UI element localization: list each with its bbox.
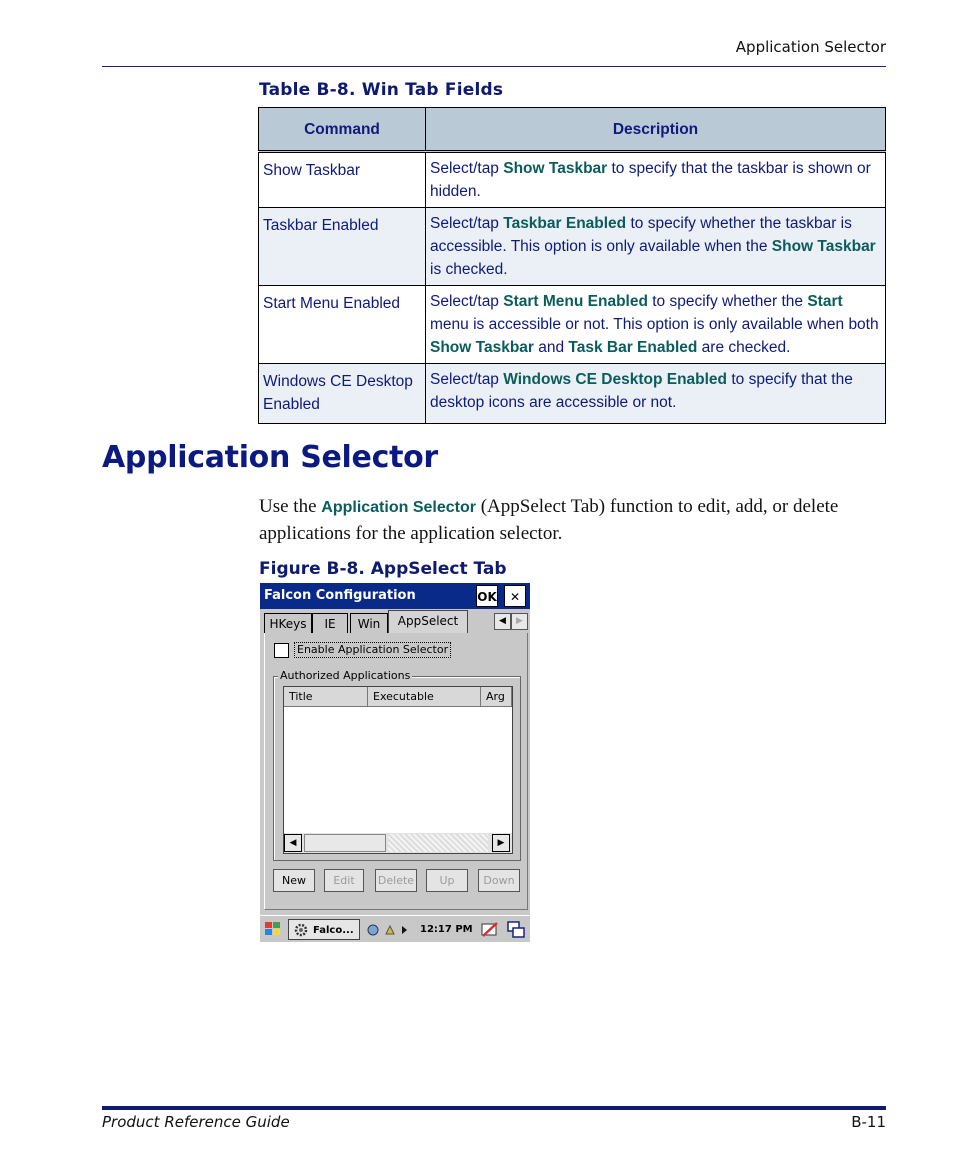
- table-row: [259, 364, 886, 424]
- description-text: Select/tap: [430, 160, 504, 177]
- description-cell: [426, 152, 886, 208]
- close-icon: ✕: [509, 590, 521, 604]
- description-text: and: [533, 339, 569, 356]
- para-text-post: (AppSelect Tab) function to edit, add, or delete applications for the application selector.: [259, 496, 839, 544]
- footer-guide-title: Product Reference Guide: [102, 1113, 290, 1131]
- description-text: are checked.: [697, 339, 791, 356]
- description-text: is checked.: [430, 261, 508, 278]
- keyword-text: Show Taskbar: [430, 339, 534, 356]
- description-cell: [426, 364, 886, 424]
- horizontal-scrollbar[interactable]: [284, 833, 512, 853]
- description-text: menu is accessible or not. This option is only available when both: [430, 316, 879, 333]
- table-caption: Table B-8. Win Tab Fields: [259, 80, 504, 100]
- column-header-command: Command: [259, 108, 426, 152]
- table-row: [259, 208, 886, 286]
- group-label: Authorized Applications: [280, 669, 411, 682]
- scroll-track[interactable]: [388, 834, 488, 852]
- description-text: to specify whether the taskbar is accessible. This option is only available when the: [430, 215, 852, 255]
- input-panel-icon[interactable]: [480, 920, 500, 939]
- windows-start-icon[interactable]: [262, 919, 284, 940]
- new-button[interactable]: New: [273, 869, 315, 892]
- list-column-arg[interactable]: Arg: [481, 687, 512, 707]
- taskbar-app-label: Falco...: [313, 925, 354, 936]
- command-cell: Show Taskbar: [259, 152, 426, 208]
- description-text: to specify that the desktop icons are accessible or not.: [430, 371, 853, 411]
- desktop-windows-icon[interactable]: [506, 920, 526, 939]
- window-titlebar: [260, 583, 530, 609]
- body-paragraph: [259, 494, 869, 547]
- tab-scroll-left-button[interactable]: [494, 613, 511, 630]
- arrow-right-icon: ▶: [516, 616, 523, 626]
- down-button[interactable]: Down: [478, 869, 520, 892]
- description-text: Select/tap: [430, 371, 504, 388]
- scroll-thumb[interactable]: [304, 834, 386, 852]
- applications-listview[interactable]: [283, 686, 513, 854]
- description-text: Select/tap: [430, 293, 504, 310]
- keyword-text: Show Taskbar: [503, 160, 608, 177]
- figure-caption: Figure B-8. AppSelect Tab: [259, 559, 507, 579]
- system-tray-icons[interactable]: [366, 922, 414, 938]
- tab-scroll-right-button[interactable]: [511, 613, 528, 630]
- delete-button[interactable]: Delete: [375, 869, 417, 892]
- description-cell: [426, 286, 886, 364]
- list-column-title[interactable]: Title: [284, 687, 368, 707]
- keyword-text: Start Menu Enabled: [503, 293, 648, 310]
- tab-strip: [260, 609, 530, 635]
- taskbar-clock: 12:17 PM: [420, 924, 473, 935]
- command-cell: Start Menu Enabled: [259, 286, 426, 364]
- tab-win[interactable]: Win: [350, 613, 388, 633]
- list-column-executable[interactable]: Executable: [368, 687, 481, 707]
- page-number: B-11: [851, 1113, 886, 1131]
- enable-app-selector-checkbox[interactable]: [274, 643, 289, 658]
- window-title: Falcon Configuration: [264, 588, 416, 603]
- header-rule: [102, 66, 886, 67]
- running-header-title: Application Selector: [735, 38, 886, 56]
- tab-ie[interactable]: IE: [312, 613, 348, 633]
- tab-appselect[interactable]: AppSelect: [388, 610, 468, 635]
- keyword-text: Show Taskbar: [771, 238, 876, 255]
- taskbar: [260, 915, 530, 942]
- arrow-left-icon: ◀: [289, 838, 297, 848]
- description-text: Select/tap: [430, 215, 504, 232]
- gear-icon: [293, 923, 309, 937]
- command-cell: Windows CE Desktop Enabled: [259, 364, 426, 424]
- command-cell: Taskbar Enabled: [259, 208, 426, 286]
- arrow-right-icon: ▶: [497, 838, 505, 848]
- ok-button[interactable]: OK: [476, 585, 498, 607]
- taskbar-app-button[interactable]: [288, 919, 360, 940]
- win-tab-fields-table: [258, 107, 886, 424]
- tab-hkeys[interactable]: HKeys: [264, 613, 312, 633]
- description-cell: [426, 208, 886, 286]
- scroll-left-button[interactable]: [284, 834, 302, 852]
- keyword-text: Windows CE Desktop Enabled: [503, 371, 728, 388]
- enable-app-selector-label[interactable]: Enable Application Selector: [294, 642, 451, 658]
- para-keyword: Application Selector: [321, 499, 476, 516]
- keyword-text: Start: [807, 293, 843, 310]
- column-header-description: Description: [426, 108, 886, 152]
- up-button[interactable]: Up: [426, 869, 468, 892]
- edit-button[interactable]: Edit: [324, 869, 364, 892]
- scroll-right-button[interactable]: [492, 834, 510, 852]
- appselect-screenshot: [260, 583, 530, 942]
- section-title: Application Selector: [102, 440, 438, 475]
- footer-rule: [102, 1106, 886, 1110]
- table-row: [259, 286, 886, 364]
- table-row: [259, 152, 886, 208]
- table-header-row: [259, 108, 886, 152]
- description-text: to specify whether the: [647, 293, 808, 310]
- arrow-left-icon: ◀: [499, 616, 506, 626]
- close-button[interactable]: [504, 585, 526, 607]
- keyword-text: Task Bar Enabled: [568, 339, 698, 356]
- keyword-text: Taskbar Enabled: [503, 215, 627, 232]
- para-text-pre: Use the: [259, 496, 322, 517]
- description-text: to specify that the taskbar is shown or hidden.: [430, 160, 871, 200]
